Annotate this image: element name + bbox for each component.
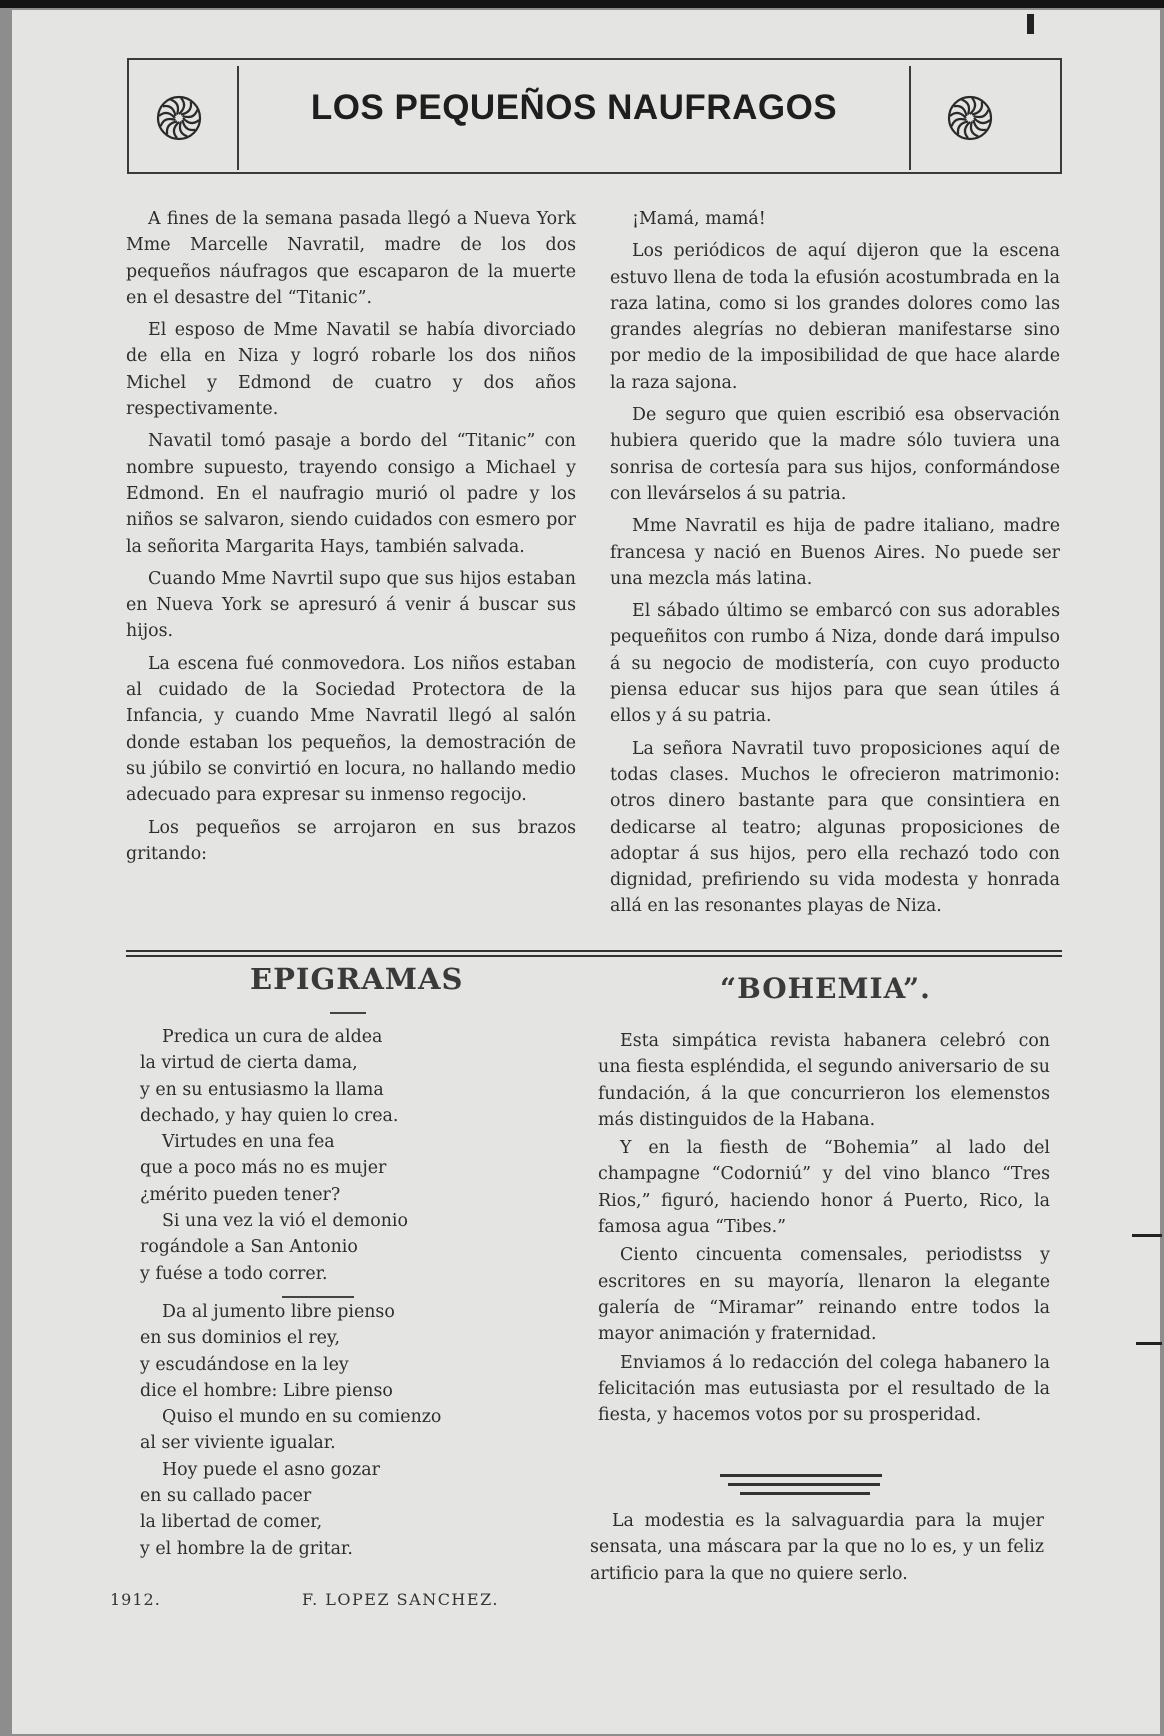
verse-line: en su callado pacer <box>140 1486 312 1507</box>
verse-line: y escudándose en la ley <box>140 1354 349 1375</box>
rosette-ornament-icon <box>154 93 204 143</box>
verse-line: al ser viviente igualar. <box>140 1433 336 1454</box>
paragraph: De seguro que quien escribió esa observación hubiera querido que la madre sólo tuviera una sonrisa de cortesía para sus hijos, conformándose con llevárselos á su patria. <box>610 405 1060 504</box>
verse-line: Si una vez la vió el demonio <box>162 1211 408 1232</box>
paragraph: Ciento cincuenta comensales, periodistss y escritores en su mayoría, llenaron la elegante galería de “Miramar” reinando entre todos la mayor animación y fraternidad. <box>598 1245 1050 1345</box>
verse-line: y en su entusiasmo la llama <box>140 1079 384 1100</box>
edge-mark-top <box>1027 14 1034 34</box>
title-underline <box>330 1012 366 1014</box>
paragraph: Los pequeños se arrojaron en sus brazos gritando: <box>126 817 576 864</box>
header-divider-right <box>909 66 911 170</box>
paragraph: La escena fué conmovedora. Los niños estaban al cuidado de la Sociedad Protectora de la Infancia, y cuando Mme Navratil llegó al salón donde estaban los pequeños, la demostración de su júbilo se convirtió en locura, no hallando medio adecuado para expresar su inmenso regocijo. <box>126 653 576 806</box>
paragraph: Los periódicos de aquí dijeron que la escena estuvo llena de toda la efusión acostumbrada en la raza latina, como si los grandes dolores como las grandes alegrías no debieran manifestarse sino por medio de la imposibilidad de que hace alarde la raza sajona. <box>610 241 1060 393</box>
publication-year: 1912. <box>110 1590 161 1609</box>
verse-line: rogándole a San Antonio <box>140 1237 358 1258</box>
paragraph: La señora Navratil tuvo proposiciones aquí de todas clases. Muchos le ofrecieron matrimonio: otros dinero bastante para que consintiera en dedicarse al teatro; algunas proposiciones de adoptar á sus hijos, pero ella rechazó todo con dignidad, prefiriendo su vida modesta y honrada allá en las resonantes playas de Niza. <box>610 738 1060 917</box>
rosette-ornament-icon <box>945 93 995 143</box>
paragraph: El sábado último se embarcó con sus adorables pequeñitos con rumbo á Niza, donde dará impulso á su negocio de modistería, con cuyo producto piensa educar sus hijos para que sean útiles á ellos y á su patria. <box>610 601 1060 727</box>
header-divider-left <box>237 66 239 170</box>
top-edge-border <box>0 0 1164 8</box>
closing-note <box>590 1508 1044 1587</box>
author-name: F. LOPEZ SANCHEZ. <box>302 1590 499 1609</box>
verse-line: dice el hombre: Libre pienso <box>140 1380 393 1401</box>
stanza-break <box>140 1287 570 1299</box>
section-separator <box>126 950 1062 957</box>
paragraph: Navatil tomó pasaje a bordo del “Titanic” con nombre supuesto, trayendo consigo a Michael y Edmond. En el naufragio murió ol padre y los niños se salvaron, siendo cuidados con esmero por la señorita Margarita Hays, también salvada. <box>126 431 576 557</box>
verse-line: Da al jumento libre pienso <box>162 1301 395 1322</box>
verse-line: y fuése a todo correr. <box>140 1263 328 1284</box>
paragraph: Esta simpática revista habanera celebró con una fiesta espléndida, el segundo aniversario de su fundación, á la que concurrieron los elemenstos más distinguidos de la Habana. <box>598 1031 1050 1130</box>
paragraph: El esposo de Mme Navatil se había divorciado de ella en Niza y logró robarle los dos niños Michel y Edmond de cuatro y dos años respectivamente. <box>126 320 576 420</box>
bohemia-title: “BOHEMIA”. <box>720 972 931 1005</box>
verse-line: en sus dominios el rey, <box>140 1328 340 1349</box>
verse-line: la virtud de cierta dama, <box>140 1053 358 1074</box>
page-title: LOS PEQUEÑOS NAUFRAGOS <box>310 88 838 127</box>
verse-line: y el hombre la de gritar. <box>140 1538 353 1559</box>
edge-mark-mid <box>1132 1234 1162 1237</box>
decorative-rule <box>720 1474 882 1477</box>
edge-mark-low <box>1136 1342 1162 1345</box>
verse-line: Virtudes en una fea <box>162 1132 335 1153</box>
epigramas-title: EPIGRAMAS <box>250 962 464 996</box>
decorative-rule <box>740 1492 870 1495</box>
paragraph: A fines de la semana pasada llegó a Nueva York Mme Marcelle Navratil, madre de los dos pequeños náufragos que escaparon de la muerte en el desastre del “Titanic”. <box>126 209 576 308</box>
verse-line: dechado, y hay quien lo crea. <box>140 1105 399 1126</box>
verse-line: la libertad de comer, <box>140 1512 323 1533</box>
paragraph: Mme Navratil es hija de padre italiano, madre francesa y nació en Buenos Aires. No puede ser una mezcla más latina. <box>610 516 1060 589</box>
verse-line: Hoy puede el asno gozar <box>162 1459 380 1480</box>
epigramas-verses <box>140 1024 570 1562</box>
paragraph: Enviamos á lo redacción del colega habanero la felicitación mas eutusiasta por el resultado de la fiesta, y hacemos votos por su prosperidad. <box>598 1352 1050 1426</box>
stanza-divider <box>282 1296 354 1298</box>
verse-line: ¿mérito pueden tener? <box>140 1184 341 1205</box>
verse-line: que a poco más no es mujer <box>140 1158 387 1179</box>
verse-line: Predica un cura de aldea <box>162 1027 383 1047</box>
paragraph: Cuando Mme Navrtil supo que sus hijos estaban en Nueva York se apresuró á venir á buscar sus hijos. <box>126 568 576 642</box>
article-column-left <box>126 206 576 873</box>
verse-line: Quiso el mundo en su comienzo <box>162 1407 442 1428</box>
article-column-right <box>610 206 1060 926</box>
header-frame <box>127 58 1062 174</box>
decorative-rule <box>728 1483 880 1486</box>
bohemia-article <box>598 1028 1050 1430</box>
paragraph: ¡Mamá, mamá! <box>632 209 766 229</box>
paragraph: Y en la fiesth de “Bohemia” al lado del champagne “Codorniú” y del vino blanco “Tres Rios,” figuró, haciendo honor á Puerto, Rico, la famosa agua “Tibes.” <box>598 1138 1050 1238</box>
paragraph: La modestia es la salvaguardia para la mujer sensata, una máscara par la que no lo es, y un feliz artificio para la que no quiere serlo. <box>590 1511 1044 1584</box>
